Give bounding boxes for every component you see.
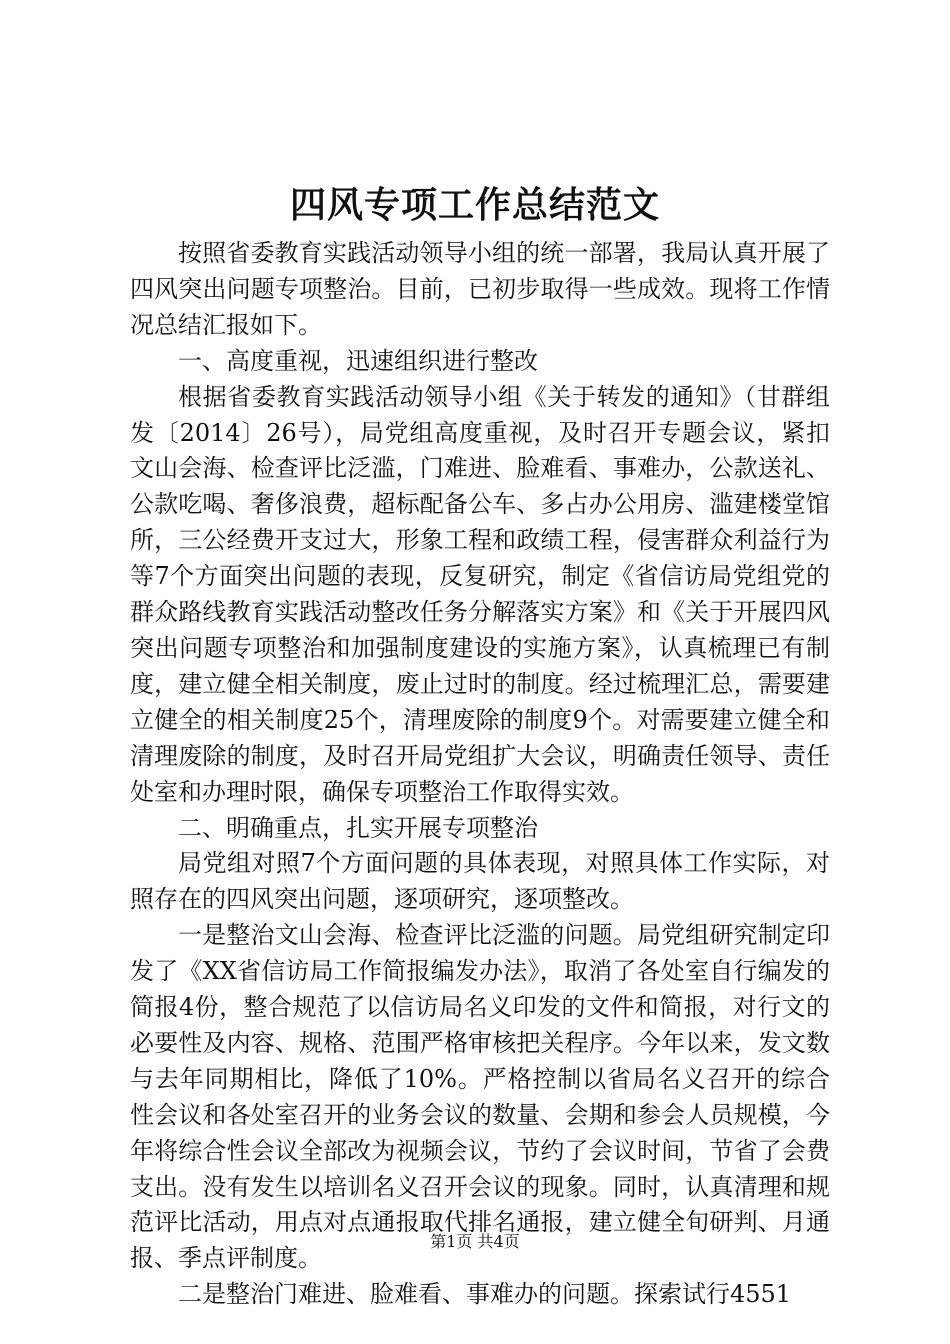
document-title: 四风专项工作总结范文 — [289, 184, 660, 226]
paragraph: 二是整治门难进、脸难看、事难办的问题。探索试行4551 — [178, 1280, 792, 1309]
paragraph: 根据省委教育实践活动领导小组《关于转发的通知》（甘群组发〔2014〕26号），局党组高度重视，及时召开专题会议，紧扣文山会海、检查评比泛滥，门难进、脸难看、事难办，公款送礼、公款吃喝、奢侈浪费，超标配备公车、多占办公用房、滥建楼堂馆所，三公经费开支过大，形象工程和政绩工程，侵害群众利益行为等7个方面突出问题的表现，反复研究，制定《省信访局党组党的群众路线教育实践活动整改任务分解落实方案》和《关于开展四风突出问题专项整治和加强制度建设的实施方案》，认真梳理已有制度，建立健全相关制度，废止过时的制度。经过梳理汇总，需要建立健全的相关制度25个，清理废除的制度9个。对需要建立健全和清理废除的制度，及时召开局党组扩大会议，明确责任领导、责任处室和办理时限，确保专项整治工作取得实效。 — [130, 382, 830, 806]
page-number-footer: 第1页 共4页 — [430, 1232, 520, 1251]
paragraph-intro: 按照省委教育实践活动领导小组的统一部署，我局认真开展了四风突出问题专项整治。目前，已初步取得一些成效。现将工作情况总结汇报如下。 — [130, 239, 830, 339]
paragraph: 局党组对照7个方面问题的具体表现，对照具体工作实际，对照存在的四风突出问题，逐项研究，逐项整改。 — [130, 849, 830, 914]
section-heading-2: 二、明确重点，扎实开展专项整治 — [178, 813, 538, 842]
section-heading-1: 一、高度重视，迅速组织进行整改 — [178, 346, 538, 375]
document-body — [130, 236, 830, 1313]
paragraph: 一是整治文山会海、检查评比泛滥的问题。局党组研究制定印发了《XX省信访局工作简报编发办法》，取消了各处室自行编发的简报4份，整合规范了以信访局名义印发的文件和简报，对行文的必要性及内容、规格、范围严格审核把关程序。今年以来，发文数与去年同期相比，降低了10%。严格控制以省局名义召开的综合性会议和各处室召开的业务会议的数量、会期和参会人员规模，今年将综合性会议全部改为视频会议，节约了会议时间，节省了会费支出。没有发生以培训名义召开会议的现象。同时，认真清理和规范评比活动，用点对点通报取代排名通报，建立健全旬研判、月通报、季点评制度。 — [130, 921, 830, 1273]
